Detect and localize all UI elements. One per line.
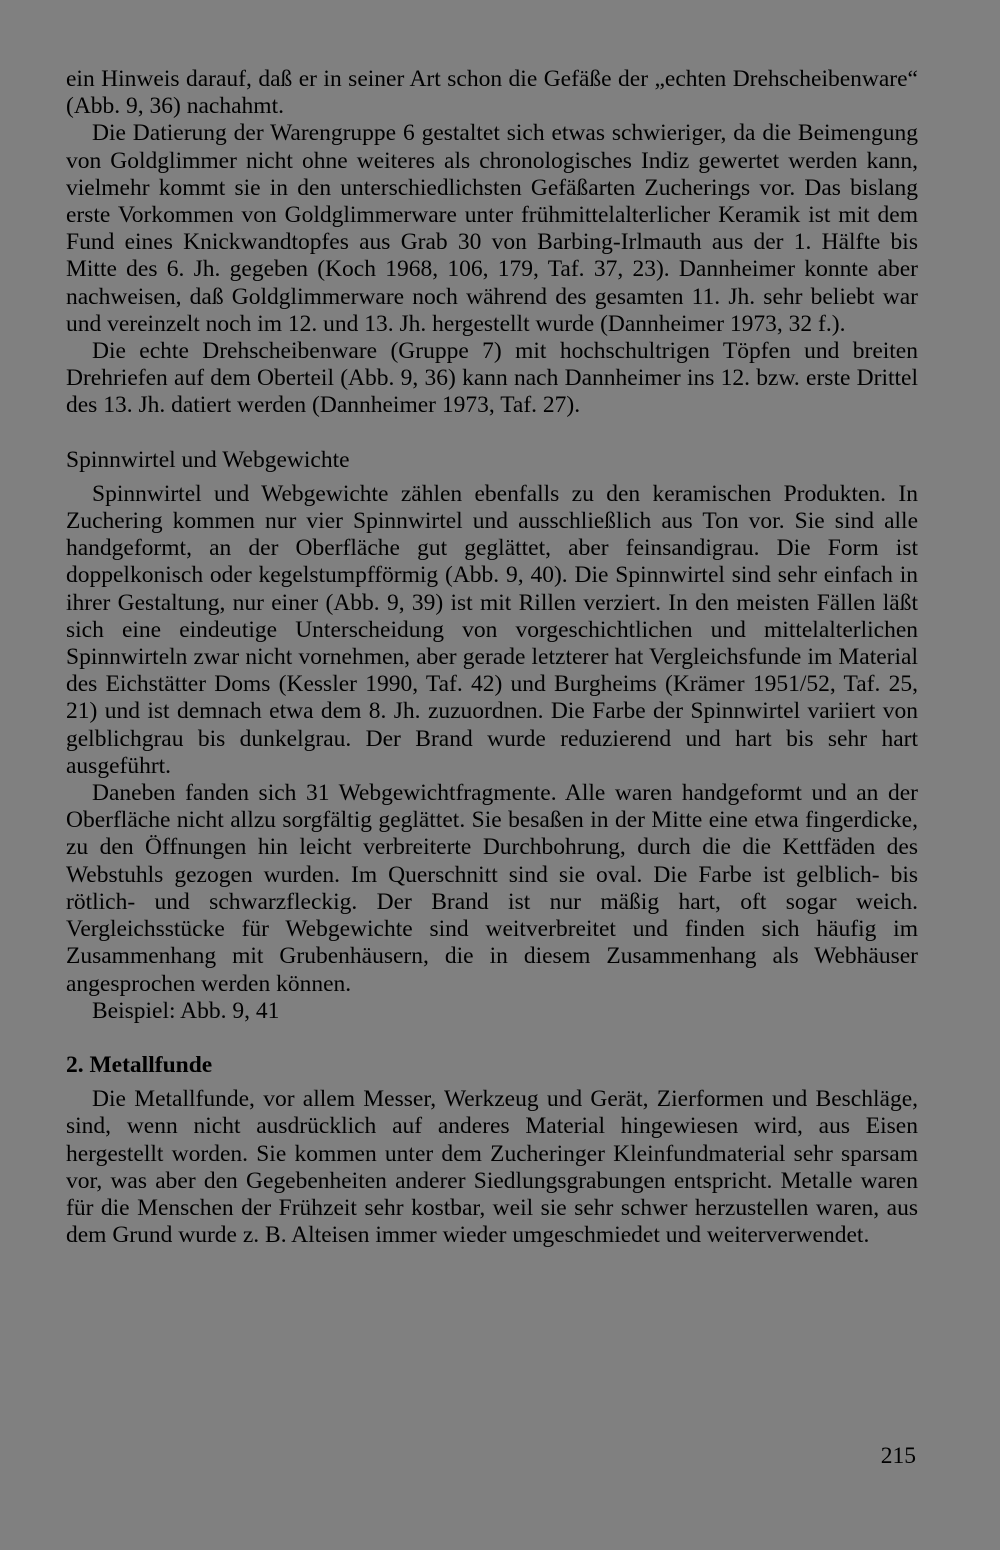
paragraph: Spinnwirtel und Webgewichte zählen ebenfalls zu den keramischen Produkten. In Zuchering kommen nur vier Spinnwirtel und ausschließlich aus Ton vor. Sie sind alle handgeformt, an der Oberfläche gut geglättet, aber feinsandigrau. Die Form ist doppelkonisch oder kegelstumpfförmig (Abb. 9, 40). Die Spinnwirtel sind sehr einfach in ihrer Gestaltung, nur einer (Abb. 9, 39) ist mit Rillen verziert. In den meisten Fällen läßt sich eine eindeutige Unterscheidung von vorgeschichtlichen und mittelalterlichen Spinnwirteln zwar nicht vornehmen, aber gerade letzterer hat Vergleichsfunde im Material des Eichstätter Doms (Kessler 1990, Taf. 42) und Burgheims (Krämer 1951/52, Taf. 25, 21) und ist demnach etwa dem 8. Jh. zuzuordnen. Die Farbe der Spinnwirtel variiert von gelblichgrau bis dunkelgrau. Der Brand wurde reduzierend und hart bis sehr hart ausgeführt. <box>66 480 918 779</box>
paragraph: Die Metallfunde, vor allem Messer, Werkzeug und Gerät, Zierformen und Beschläge, sind, wenn nicht ausdrücklich auf anderes Material hingewiesen wird, aus Eisen hergestellt worden. Sie kommen unter dem Zucheringer Kleinfundmaterial sehr sparsam vor, was aber den Gegebenheiten anderer Siedlungsgrabungen entspricht. Metalle waren für die Menschen der Frühzeit sehr kostbar, weil sie sehr schwer herzustellen waren, aus dem Grund wurde z. B. Alteisen immer wieder umgeschmiedet und weiterverwendet. <box>66 1086 918 1249</box>
page-body <box>66 66 918 1249</box>
paragraph: Die echte Drehscheibenware (Gruppe 7) mit hochschultrigen Töpfen und breiten Drehriefen auf dem Oberteil (Abb. 9, 36) kann nach Dannheimer ins 12. bzw. erste Drittel des 13. Jh. datiert werden (Dannheimer 1973, Taf. 27). <box>66 338 918 419</box>
section-gap <box>66 1025 918 1052</box>
section-gap <box>66 420 918 447</box>
page-number: 215 <box>880 1443 916 1469</box>
paragraph: Daneben fanden sich 31 Webgewichtfragmente. Alle waren handgeformt und an der Oberfläche nicht allzu sorgfältig geglättet. Sie besaßen in der Mitte eine etwa fingerdicke, zu den Öffnungen hin leicht verbreiterte Durchbohrung, durch die die Kettfäden des Webstuhls gezogen wurden. Im Querschnitt sind sie oval. Die Farbe ist gelblich- bis rötlich- und schwarzfleckig. Der Brand ist nur mäßig hart, oft sogar weich. Vergleichsstücke für Webgewichte sind weitverbreitet und finden sich häufig im Zusammenhang mit Grubenhäusern, die in diesem Zusammenhang als Webhäuser angesprochen werden können. <box>66 780 918 997</box>
paragraph: ein Hinweis darauf, daß er in seiner Art schon die Gefäße der „echten Drehscheibenware“ (Abb. 9, 36) nachahmt. <box>66 66 918 120</box>
section-heading-spinnwirtel: Spinnwirtel und Webgewichte <box>66 446 350 473</box>
paragraph: Beispiel: Abb. 9, 41 <box>92 997 280 1024</box>
section-heading-metallfunde: 2. Metallfunde <box>66 1051 213 1078</box>
paragraph: Die Datierung der Warengruppe 6 gestaltet sich etwas schwieriger, da die Beimengung von Goldglimmer nicht ohne weiteres als chronologisches Indiz gewertet werden kann, vielmehr kommt sie in den unterschiedlichsten Gefäßarten Zucherings vor. Das bislang erste Vorkommen von Goldglimmerware unter frühmittelalterlicher Keramik ist mit dem Fund eines Knickwandtopfes aus Grab 30 von Barbing-Irlmauth aus der 1. Hälfte bis Mitte des 6. Jh. gegeben (Koch 1968, 106, 179, Taf. 37, 23). Dannheimer konnte aber nachweisen, daß Goldglimmerware noch während des gesamten 11. Jh. sehr beliebt war und vereinzelt noch im 12. und 13. Jh. hergestellt wurde (Dannheimer 1973, 32 f.). <box>66 120 918 337</box>
